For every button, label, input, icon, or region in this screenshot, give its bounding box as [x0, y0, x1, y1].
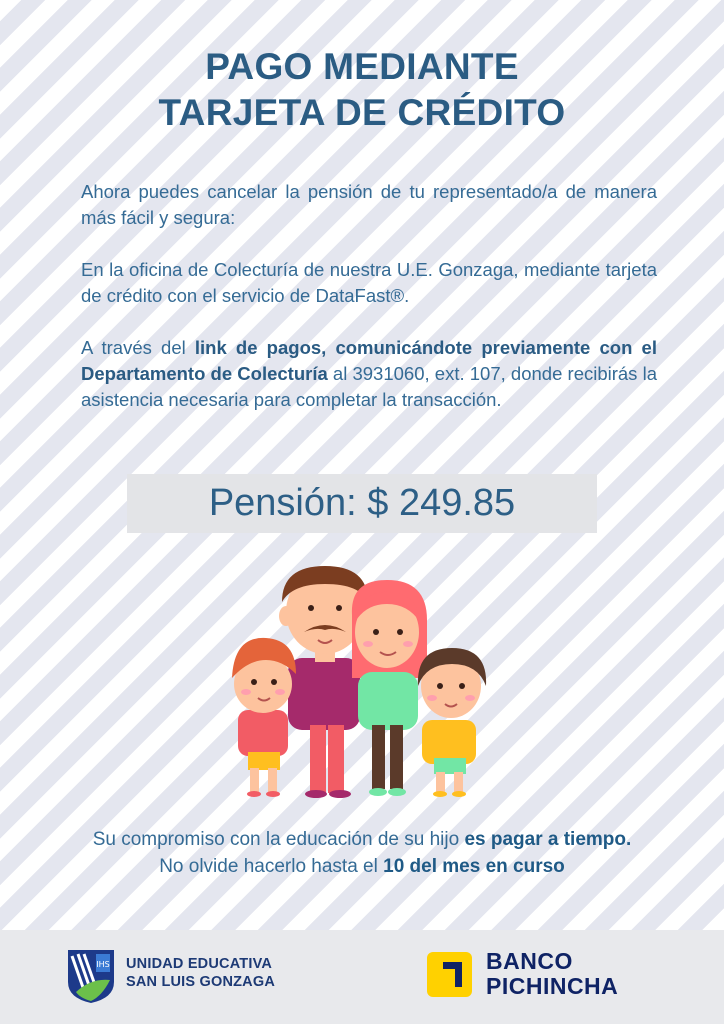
- school-name-line-2: SAN LUIS GONZAGA: [126, 974, 276, 990]
- bank-name-line-1: BANCO: [486, 948, 573, 974]
- reminder-line-1-text: Su compromiso con la educación de su hijo: [92, 829, 465, 850]
- bank-logo-icon: [427, 952, 472, 997]
- svg-text:IHS: IHS: [96, 960, 110, 969]
- left-child-figure: [232, 638, 296, 797]
- intro-paragraph: Ahora puedes cancelar la pensión de tu representado/a de manera más fácil y segura:: [81, 181, 657, 228]
- page-title: [0, 44, 724, 136]
- right-child-figure: [418, 648, 486, 797]
- reminder-line-2-text: No olvide hacerlo hasta el: [159, 856, 384, 877]
- reminder-line-2-emphasis: 10 del mes en curso: [383, 856, 565, 877]
- school-name-line-1: UNIDAD EDUCATIVA: [126, 956, 273, 972]
- bank-name-line-2: PICHINCHA: [486, 973, 619, 999]
- title-line-1: PAGO MEDIANTE: [205, 46, 519, 87]
- pension-amount: Pensión: $ 249.85: [208, 482, 516, 524]
- payment-link-paragraph: [81, 335, 657, 413]
- reminder-line-1: [0, 826, 724, 853]
- payment-link-emphasis: link de pagos, comunicándote previamente con el Departamento de Colecturía: [81, 337, 657, 384]
- mother-figure: [352, 580, 427, 796]
- reminder-message: [0, 826, 724, 880]
- payment-link-prefix: A través del: [81, 337, 195, 358]
- payment-link-suffix: al 3931060, ext. 107, donde recibirás la asistencia necesaria para completar la transacción.: [81, 363, 657, 410]
- bank-name: [486, 949, 618, 999]
- reminder-line-1-emphasis: es pagar a tiempo.: [464, 829, 632, 850]
- reminder-line-2: [0, 853, 724, 880]
- office-paragraph: En la oficina de Colecturía de nuestra U.E. Gonzaga, mediante tarjeta de crédito con el servicio de DataFast®.: [81, 259, 657, 306]
- title-line-2: TARJETA DE CRÉDITO: [158, 92, 566, 133]
- school-crest-icon: [66, 948, 116, 1004]
- pension-box: [127, 474, 597, 533]
- school-name: [126, 955, 275, 991]
- family-illustration: [222, 560, 502, 805]
